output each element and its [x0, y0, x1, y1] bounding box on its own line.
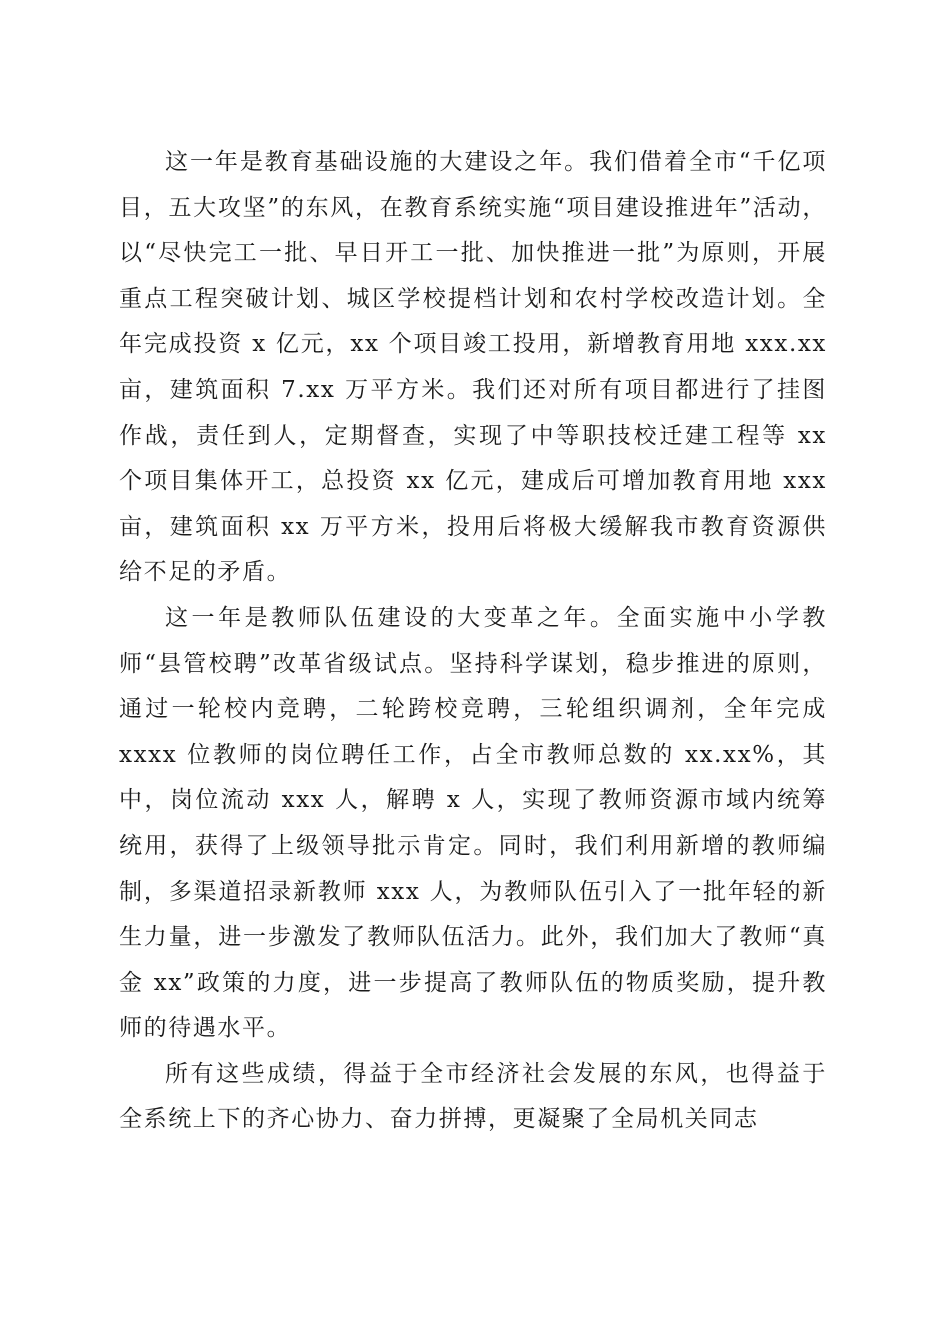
paragraph-achievements: 所有这些成绩，得益于全市经济社会发展的东风，也得益于全系统上下的齐心协力、奋力拼搏，更凝聚了全局机关同志 [119, 1060, 827, 1133]
paragraph-teacher-reform: 这一年是教师队伍建设的大变革之年。全面实施中小学教师“县管校聘”改革省级试点。坚持科学谋划，稳步推进的原则，通过一轮校内竞聘，二轮跨校竞聘，三轮组织调剂，全年完成 xxxx 位教师的岗位聘任工作，占全市教师总数的 xx.xx%，其中，岗位流动 xxx 人，解聘 x 人，实现了教师资源市域内统筹统用，获得了上级领导批示肯定。同时，我们利用新增的教师编制，多渠道招录新教师 xxx 人，为教师队伍引入了一批年轻的新生力量，进一步激发了教师队伍活力。此外，我们加大了教师“真金 xx”政策的力度，进一步提高了教师队伍的物质奖励，提升教师的待遇水平。 [119, 604, 827, 1042]
document-body [119, 140, 827, 1143]
paragraph-infrastructure: 这一年是教育基础设施的大建设之年。我们借着全市“千亿项目，五大攻坚”的东风，在教育系统实施“项目建设推进年”活动，以“尽快完工一批、早日开工一批、加快推进一批”为原则，开展重点工程突破计划、城区学校提档计划和农村学校改造计划。全年完成投资 x 亿元，xx 个项目竣工投用，新增教育用地 xxx.xx 亩，建筑面积 7.xx 万平方米。我们还对所有项目都进行了挂图作战，责任到人，定期督查，实现了中等职技校迁建工程等 xx 个项目集体开工，总投资 xx 亿元，建成后可增加教育用地 xxx 亩，建筑面积 xx 万平方米，投用后将极大缓解我市教育资源供给不足的矛盾。 [119, 149, 827, 586]
